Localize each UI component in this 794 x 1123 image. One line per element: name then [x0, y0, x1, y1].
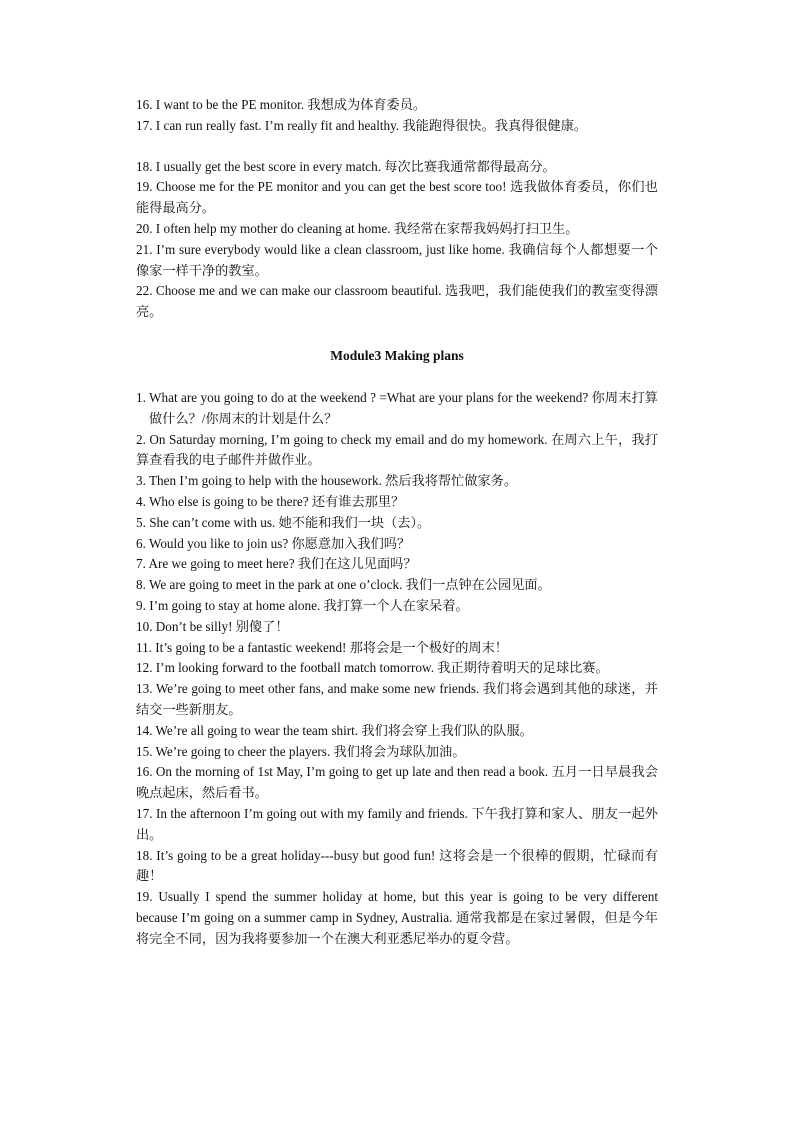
sentence-16: 16. I want to be the PE monitor. 我想成为体育委员。	[136, 97, 427, 112]
module-sentence-17: 17. In the afternoon I’m going out with my family and friends. 下午我打算和家人、朋友一起外出。	[136, 805, 658, 842]
sentence-18: 18. I usually get the best score in every match. 每次比赛我通常都得最高分。	[136, 158, 556, 174]
module-sentence-18: 18. It’s going to be a great holiday---busy but good fun! 这将会是一个很棒的假期，忙碌而有趣！	[136, 847, 658, 884]
paragraph-gap	[136, 137, 658, 157]
sentence-21: 21. I’m sure everybody would like a clean classroom, just like home. 我确信每个人都想要一个像家一样干净的教室。	[136, 241, 658, 278]
sentence-20: 20. I often help my mother do cleaning at home. 我经常在家帮我妈妈打扫卫生。	[136, 220, 579, 236]
module-sentence-13: 13. We’re going to meet other fans, and make some new friends. 我们将会遇到其他的球迷，并结交一些新朋友。	[136, 681, 658, 717]
module-sentence-7: 7. Are we going to meet here? 我们在这儿见面吗？	[136, 556, 417, 572]
module-sentence-1: 1. What are you going to do at the weekend ? =What are your plans for the weekend? 你周末打算做什么？/你周末的计划是什么？	[136, 390, 658, 426]
module-sentence-2: 2. On Saturday morning, I’m going to check my email and do my homework. 在周六上午，我打算查看我的电子邮件并做作业。	[136, 431, 658, 468]
sentence-19: 19. Choose me for the PE monitor and you can get the best score too! 选我做体育委员，你们也能得最高分。	[136, 179, 658, 216]
module-sentences	[136, 388, 658, 950]
module-sentence-11: 11. It’s going to be a fantastic weekend! 那将会是一个极好的周末！	[136, 639, 508, 655]
sentence-22: 22. Choose me and we can make our classroom beautiful. 选我吧，我们能使我们的教室变得漂亮。	[136, 283, 658, 320]
module-sentence-5: 5. She can’t come with us. 她不能和我们一块（去）。	[136, 514, 431, 530]
module-sentence-19: 19. Usually I spend the summer holiday at home, but this year is going to be very different because I’m going on a summer camp in Sydney, Australia. 通常我都是在家过暑假，但是今年将完全不同，因为我将要参加一个在澳大利亚悉尼举办的夏令营。	[136, 889, 658, 946]
module-sentence-10: 10. Don’t be silly! 别傻了！	[136, 618, 289, 634]
module-sentence-3: 3. Then I’m going to help with the housework. 然后我将帮忙做家务。	[136, 473, 518, 489]
module-sentence-8: 8. We are going to meet in the park at one o’clock. 我们一点钟在公园见面。	[136, 577, 551, 593]
module-sentence-6: 6. Would you like to join us? 你愿意加入我们吗？	[136, 535, 411, 551]
sentence-17: 17. I can run really fast. I’m really fit and healthy. 我能跑得很快。我真得很健康。	[136, 117, 588, 133]
module-sentence-15: 15. We’re going to cheer the players. 我们将会为球队加油。	[136, 743, 466, 759]
module-sentence-9: 9. I’m going to stay at home alone. 我打算一个人在家呆着。	[136, 597, 469, 613]
module-sentence-4: 4. Who else is going to be there? 还有谁去那里？	[136, 493, 405, 509]
module-sentence-12: 12. I’m looking forward to the football match tomorrow. 我正期待着明天的足球比赛。	[136, 660, 609, 676]
module-sentence-14: 14. We’re all going to wear the team shirt. 我们将会穿上我们队的队服。	[136, 722, 533, 738]
module-sentence-16: 16. On the morning of 1st May, I’m going to get up late and then read a book. 五月一日早晨我会晚点起床，然后看书。	[136, 764, 658, 801]
text-column	[136, 95, 658, 323]
module-title: Module3 Making plans	[330, 348, 464, 363]
